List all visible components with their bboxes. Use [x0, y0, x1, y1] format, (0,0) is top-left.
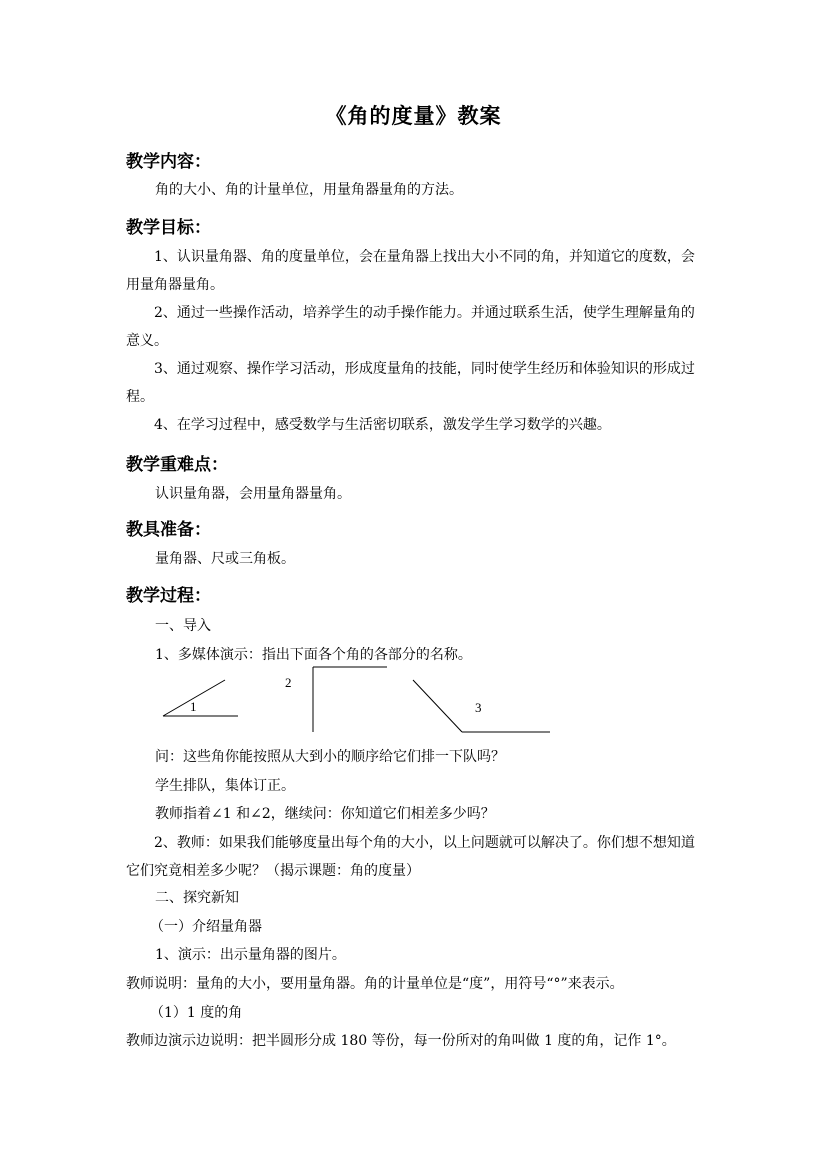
question-2: 学生排队，集体订正。 — [155, 778, 295, 794]
goal-item-4: 4、在学习过程中，感受数学与生活密切联系，激发学生学习数学的兴趣。 — [154, 417, 611, 433]
tools-text: 量角器、尺或三角板。 — [155, 551, 295, 567]
heading-tools: 教具准备： — [126, 520, 211, 540]
content-text: 角的大小、角的计量单位，用量角器量角的方法。 — [155, 182, 463, 198]
angle-figure — [150, 664, 570, 740]
explain-text: 教师说明：量角的大小，要用量角器。角的计量单位是“度”，用符号“°”来表示。 — [126, 976, 624, 992]
one-degree-text: 教师边演示边说明：把半圆形分成 180 等份，每一份所对的角叫做 1 度的角，记作 1°。 — [126, 1033, 676, 1049]
question-3: 教师指着∠1 和∠2，继续问：你知道它们相差多少吗？ — [155, 806, 495, 822]
angle-2-label: 2 — [285, 675, 292, 690]
keypoints-text: 认识量角器，会用量角器量角。 — [155, 486, 351, 502]
step-1-text: 1、多媒体演示：指出下面各个角的各部分的名称。 — [155, 647, 472, 663]
goal-item-2: 2、通过一些操作活动，培养学生的动手操作能力。并通过联系生活，使学生理解量角的意义。 — [126, 305, 695, 349]
demo-text: 1、演示：出示量角器的图片。 — [155, 947, 346, 963]
angle-3-label: 3 — [475, 700, 482, 715]
intro-label: 一、导入 — [155, 618, 211, 634]
sub-section-1: （一）介绍量角器 — [150, 919, 262, 935]
one-degree-label: （1）1 度的角 — [150, 1005, 243, 1021]
question-1: 问：这些角你能按照从大到小的顺序给它们排一下队吗？ — [155, 749, 505, 765]
angle-3-ray-line — [413, 680, 462, 732]
explore-label: 二、探究新知 — [155, 890, 239, 906]
goal-item-3: 3、通过观察、操作学习活动，形成度量角的技能，同时使学生经历和体验知识的形成过程。 — [126, 361, 695, 405]
heading-keypoints: 教学重难点： — [126, 455, 228, 475]
page-title: 《角的度量》教案 — [325, 103, 502, 128]
angle-1-label: 1 — [190, 699, 197, 714]
goal-item-1: 1、认识量角器、角的度量单位，会在量角器上找出大小不同的角，并知道它的度数，会用量角器量角。 — [126, 249, 695, 293]
heading-process: 教学过程： — [126, 586, 211, 606]
step-2-text: 2、教师：如果我们能够度量出每个角的大小，以上问题就可以解决了。你们想不想知道它们究竟相差多少呢？（揭示课题：角的度量） — [126, 835, 695, 879]
heading-content: 教学内容： — [126, 152, 211, 172]
heading-goals: 教学目标： — [126, 218, 211, 238]
